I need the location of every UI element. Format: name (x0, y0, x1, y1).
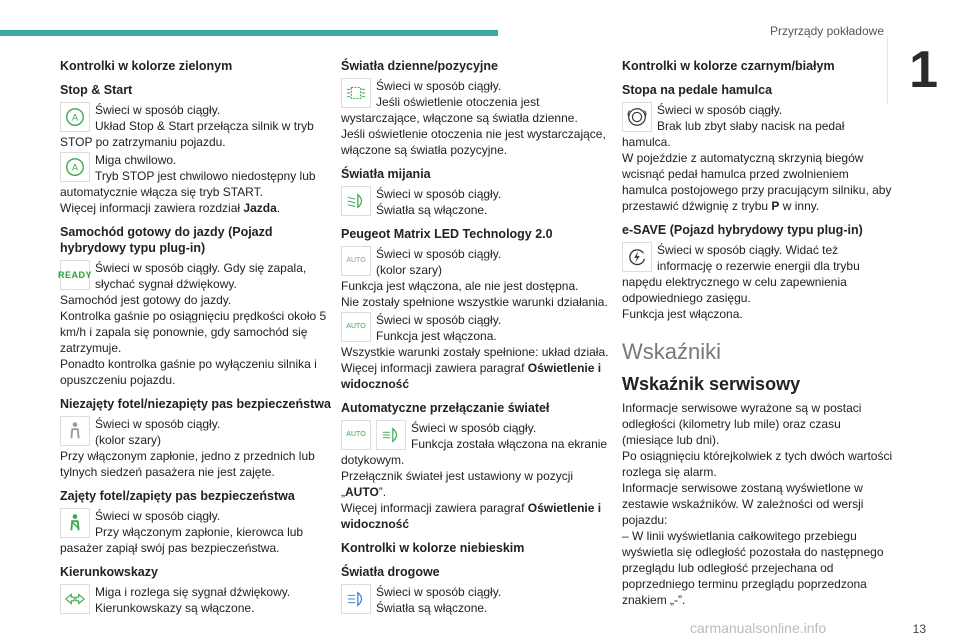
header-title: Przyrządy pokładowe (769, 24, 884, 38)
high-beam-icon (341, 584, 371, 614)
low-beam-icon (341, 186, 371, 216)
entry-matrix-grey: AUTO Świeci w sposób ciągły. (kolor szary) Funkcja jest włączona, ale nie jest dostępna. Nie zostały spełnione wszystkie warunki działania. (341, 247, 608, 309)
entry-title-stop-start: Stop & Start (60, 83, 133, 97)
entry-title-auto-lights: Automatyczne przełączanie świateł (341, 401, 550, 415)
column-2 (341, 58, 613, 618)
stop-start-icon (60, 152, 90, 182)
entry-title-ready: Samochód gotowy do jazdy (Pojazd hybrydowy typu plug-in) (60, 225, 273, 255)
entry-service: Informacje serwisowe wyrażone są w postaci odległości (kilometry lub mile) oraz czasu (miesiące lub dni). Po osiągnięciu którejkolwiek z tych dwóch wartości rozlega się alarm. Informacje serwisowe zostaną wyświetlone w zestawie wskaźników. W zależności od wersji pojazdu: – W linii wyświetlania całkowitego przebiegu wyświetla się odległość pozostała do następnego przeglądu lub odległość przejechana od poprzedniego terminu przeglądu poprzedzona znakiem „-”. (622, 401, 893, 607)
seat-grey-icon (60, 416, 90, 446)
header-accent-bar (0, 30, 498, 36)
entry-seat-unbelted: Świeci w sposób ciągły. (kolor szary) Przy włączonym zapłonie, jedno z przednich lub tylnych siedzeń pasażera nie jest zajęte. (60, 417, 315, 479)
entry-drl: Świeci w sposób ciągły. Jeśli oświetlenie otoczenia jest wystarczające, włączone są światła dzienne. Jeśli oświetlenie otoczenia nie jest wystarczające, włączone są światła pozycyjne. (341, 79, 606, 157)
auto-lights-alt-icon (376, 420, 406, 450)
entry-esave: Świeci w sposób ciągły. Widać też informację o rezerwie energii dla trybu napędu elektrycznego w celu zapewnienia odpowiedniego zasięgu. Funkcja jest włączona. (622, 243, 860, 321)
column-3 (622, 58, 894, 610)
entry-title-low-beam: Światła mijania (341, 167, 431, 181)
matrix-led-green-icon: AUTO (341, 312, 371, 342)
seatbelt-green-icon (60, 508, 90, 538)
brake-pedal-icon (622, 102, 652, 132)
entry-stop-start-2: A Miga chwilowo. Tryb STOP jest chwilowo niedostępny lub automatycznie włącza się tryb START. Więcej informacji zawiera rozdział Jazda. (60, 153, 316, 215)
daytime-lights-icon (341, 78, 371, 108)
entry-auto-lights: AUTO Świeci w sposób ciągły. Funkcja została włączona na ekranie dotykowym. Przełącznik świateł jest ustawiony w pozycji „AUTO”. Więcej informacji zawiera paragraf Oświetlenie i widoczność (341, 421, 608, 531)
svg-text:A: A (71, 162, 79, 173)
entry-title-seat-unbelted: Niezajęty fotel/niezapięty pas bezpieczeństwa (60, 397, 331, 411)
auto-lights-icon: AUTO (341, 420, 371, 450)
section-heading-green: Kontrolki w kolorze zielonym (60, 59, 233, 73)
entry-title-drl: Światła dzienne/pozycyjne (341, 59, 498, 73)
ready-icon: READY (60, 260, 90, 290)
page-number: 13 (912, 622, 926, 636)
stop-start-icon (60, 102, 90, 132)
section-heading-blue: Kontrolki w kolorze niebieskim (341, 541, 525, 555)
watermark: carmanualsonline.info (690, 620, 827, 636)
entry-turn: Miga i rozlega się sygnał dźwiękowy. Kierunkowskazy są włączone. (60, 584, 332, 616)
entry-seat-belted: Świeci w sposób ciągły. Przy włączonym zapłonie, kierowca lub pasażer zapiął swój pas bezpieczeństwa. (60, 509, 304, 555)
turn-signal-icon (60, 584, 90, 614)
section-heading-black-white: Kontrolki w kolorze czarnym/białym (622, 59, 835, 73)
esave-icon (622, 242, 652, 272)
chapter-number: 1 (909, 41, 938, 99)
entry-brake: Świeci w sposób ciągły. Brak lub zbyt słaby nacisk na pedał hamulca. W pojeździe z automatyczną skrzynią biegów wcisnąć pedał hamulca przed zwolnieniem hamulca postojowego przy pracującym silniku, aby przestawić dźwignię z trybu P w inny. (622, 103, 892, 213)
entry-stop-start-1: A Świeci w sposób ciągły. Układ Stop & Start przełącza silnik w tryb STOP po zatrzymaniu pojazdu. (60, 103, 314, 149)
entry-title-esave: e-SAVE (Pojazd hybrydowy typu plug-in) (622, 223, 863, 237)
entry-title-service: Wskaźnik serwisowy (622, 374, 801, 394)
entry-title-turn: Kierunkowskazy (60, 565, 158, 579)
entry-low-beam: Świeci w sposób ciągły. Światła są włączone. (341, 186, 613, 218)
entry-high-beam: Świeci w sposób ciągły. Światła są włączone. (341, 584, 613, 616)
entry-title-brake: Stopa na pedale hamulca (622, 83, 773, 97)
entry-matrix-green: AUTO Świeci w sposób ciągły. Funkcja jest włączona. Wszystkie warunki zostały spełnione: układ działa. Więcej informacji zawiera paragraf Oświetlenie i widoczność (341, 313, 609, 391)
svg-text:A: A (71, 112, 79, 123)
entry-title-seat-belted: Zajęty fotel/zapięty pas bezpieczeństwa (60, 489, 295, 503)
section-title-indicators: Wskaźniki (622, 339, 722, 364)
entry-ready: READY Świeci w sposób ciągły. Gdy się zapala, słychać sygnał dźwiękowy. Samochód jest gotowy do jazdy. Kontrolka gaśnie po osiągnięciu prędkości około 5 km/h i zapala się ponownie, gdy samochód się zatrzymuje. Ponadto kontrolka gaśnie po wyłączeniu silnika i opuszczeniu pojazdu. (58, 261, 327, 387)
matrix-led-grey-icon: AUTO (341, 246, 371, 276)
entry-title-matrix: Peugeot Matrix LED Technology 2.0 (341, 227, 553, 241)
column-1 (60, 58, 332, 618)
entry-title-high-beam: Światła drogowe (341, 565, 440, 579)
